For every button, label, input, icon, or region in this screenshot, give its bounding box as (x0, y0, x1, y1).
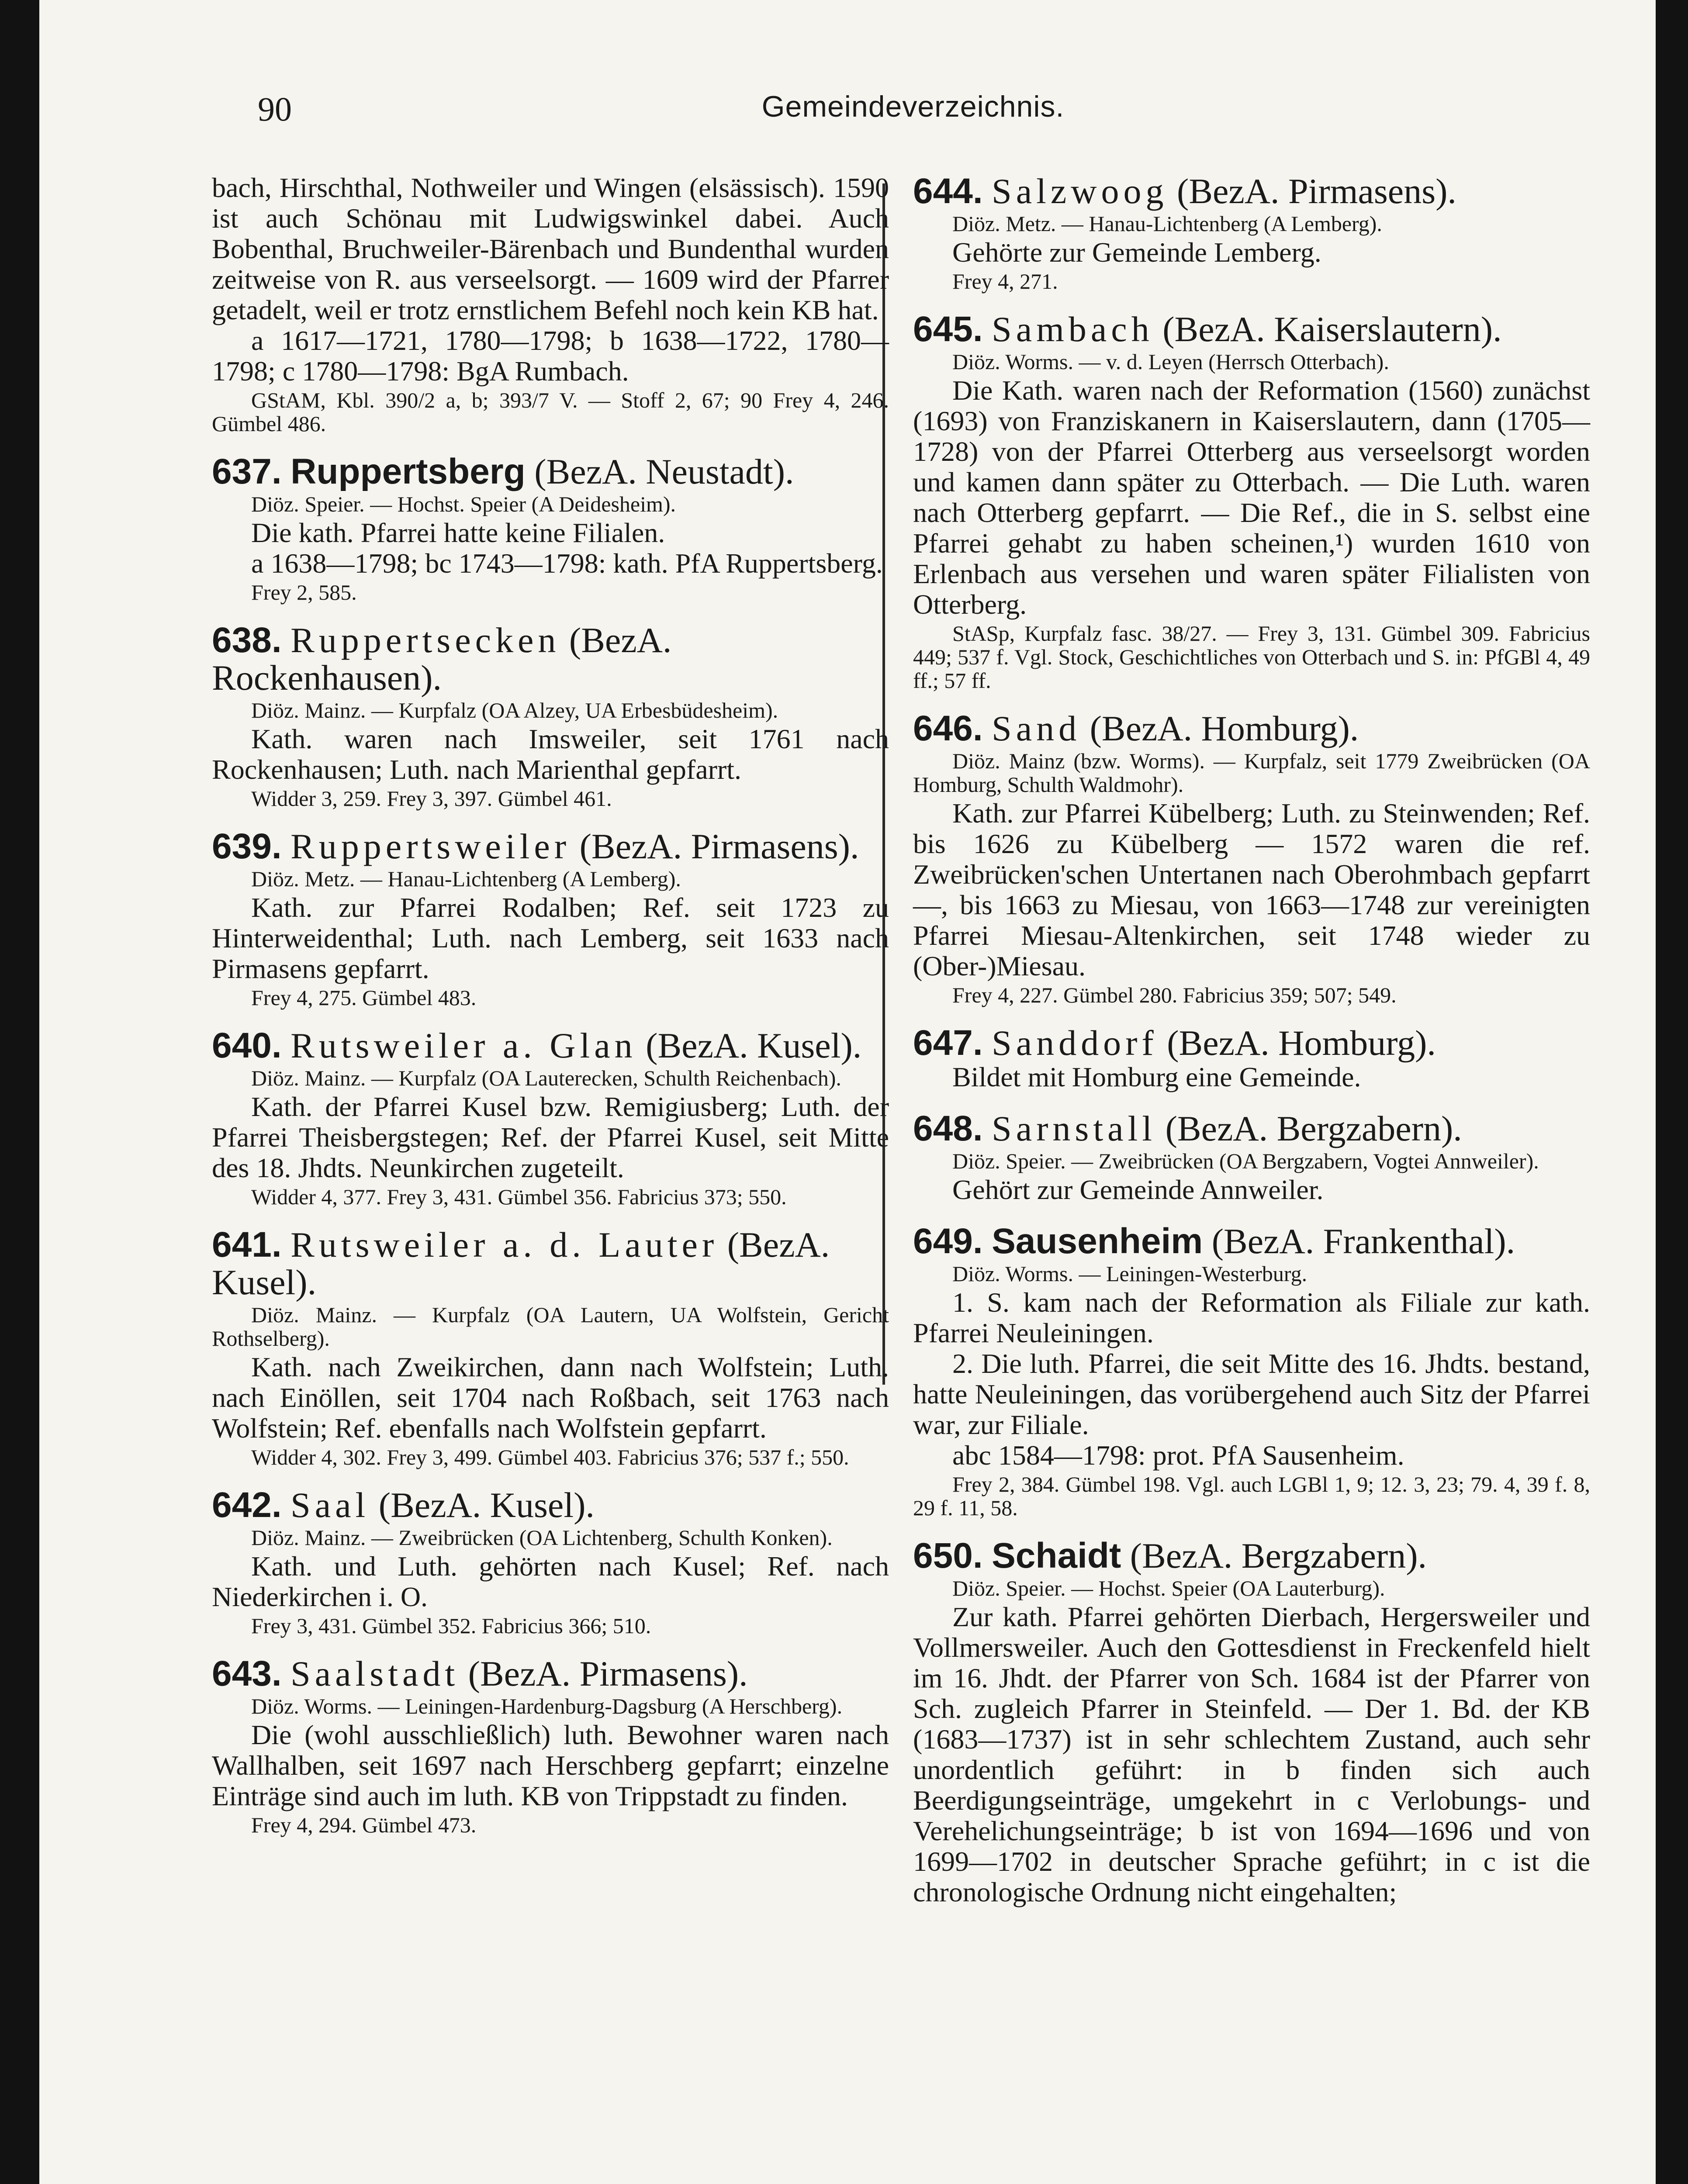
entry-admin: Diöz. Mainz. — Kurpfalz (OA Lauterecken, Schulth Reichenbach). (251, 1066, 841, 1090)
entry-admin: Diöz. Metz. — Hanau-Lichtenberg (A Lemberg). (952, 211, 1382, 236)
entry-sources: Widder 4, 377. Frey 3, 431. Gümbel 356. Fabricius 373; 550. (251, 1185, 787, 1209)
entry-642 (212, 1486, 889, 1638)
entry-text: Kath. waren nach Imsweiler, seit 1761 nach Rockenhausen; Luth. nach Marienthal gepfarrt. (212, 723, 889, 785)
entry-number: 644. (913, 171, 983, 211)
entry-name: Sarnstall (992, 1109, 1157, 1148)
entry-heading (212, 453, 889, 491)
entry-text: Kath. und Luth. gehörten nach Kusel; Ref. nach Niederkirchen i. O. (212, 1551, 889, 1612)
entry-name: Sand (992, 708, 1081, 748)
entry-sources: Frey 4, 227. Gümbel 280. Fabricius 359; 507; 549. (952, 983, 1397, 1007)
entry-district: (BezA. Kusel). (212, 1225, 830, 1302)
entry-number: 643. (212, 1654, 282, 1693)
entry-number: 640. (212, 1026, 282, 1065)
entry-name: Ruppertsecken (291, 620, 560, 660)
entry-text: Bildet mit Homburg eine Gemeinde. (952, 1061, 1361, 1092)
entry-text: Die kath. Pfarrei hatte keine Filialen. (251, 517, 665, 548)
entry-sources: Frey 2, 384. Gümbel 198. Vgl. auch LGBl 1, 9; 12. 3, 23; 79. 4, 39 f. 8, 29 f. 11, 58. (913, 1472, 1590, 1520)
entry-text: 1. S. kam nach der Reformation als Filiale zur kath. Pfarrei Neuleiningen. (913, 1287, 1590, 1348)
entry-name: Sanddorf (992, 1023, 1158, 1063)
entry-admin: Diöz. Speier. — Hochst. Speier (OA Lauterburg). (952, 1576, 1385, 1600)
entry-text: Kath. der Pfarrei Kusel bzw. Remigiusberg; Luth. der Pfarrei Theisbergstegen; Ref. der Pfarrei Kusel, seit Mitte des 18. Jhdts. Neunkirchen zugeteilt. (212, 1091, 889, 1183)
entry-heading (913, 1024, 1590, 1062)
entry-645 (913, 311, 1590, 692)
entry-heading (212, 1226, 889, 1301)
right-column (913, 173, 1590, 1908)
entry-admin: Diöz. Speier. — Zweibrücken (OA Bergzabern, Vogtei Annweiler). (952, 1149, 1539, 1173)
entry-records: a 1617—1721, 1780—1798; b 1638—1722, 1780—1798; c 1780—1798: BgA Rumbach. (212, 325, 889, 387)
entry-name: Rutsweiler a. d. Lauter (291, 1225, 719, 1265)
entry-heading (212, 1655, 889, 1693)
entry-name: Ruppertsweiler (291, 826, 571, 866)
entry-650 (913, 1537, 1590, 1908)
entry-638 (212, 622, 889, 810)
entry-admin: Diöz. Mainz (bzw. Worms). — Kurpfalz, seit 1779 Zweibrücken (OA Homburg, Schulth Waldmohr). (913, 749, 1590, 797)
entry-text: Kath. nach Zweikirchen, dann nach Wolfstein; Luth. nach Einöllen, seit 1704 nach Roßbach, seit 1763 nach Wolfstein; Ref. ebenfalls nach Wolfstein gepfarrt. (212, 1351, 889, 1444)
entry-admin: Diöz. Speier. — Hochst. Speier (A Deidesheim). (251, 492, 676, 516)
entry-district: (BezA. Neustadt). (534, 452, 794, 491)
entry-district: (BezA. Pirmasens). (468, 1654, 748, 1693)
entry-sources: Frey 4, 294. Gümbel 473. (251, 1813, 477, 1837)
entry-number: 645. (913, 309, 983, 349)
entry-sources: Frey 4, 271. (952, 269, 1058, 294)
entry-649 (913, 1223, 1590, 1520)
entry-number: 650. (913, 1536, 983, 1576)
entry-644 (913, 173, 1590, 293)
entry-sources: Frey 2, 585. (251, 580, 357, 605)
entry-sources: GStAM, Kbl. 390/2 a, b; 393/7 V. — Stoff 2, 67; 90 Frey 4, 246. Gümbel 486. (212, 388, 889, 436)
entry-641 (212, 1226, 889, 1469)
entry-sources: StASp, Kurpfalz fasc. 38/27. — Frey 3, 131. Gümbel 309. Fabricius 449; 537 f. Vgl. Stock, Geschichtliches von Otterbach und S. in: PfGBl 4, 49 ff.; 57 ff. (913, 621, 1590, 693)
entry-text: Gehörte zur Gemeinde Lemberg. (952, 237, 1321, 268)
entry-name: Saal (291, 1485, 370, 1525)
entry-district: (BezA. Kusel). (646, 1026, 862, 1065)
document-page (39, 0, 1656, 2184)
entry-number: 638. (212, 620, 282, 660)
entry-sources: Frey 3, 431. Gümbel 352. Fabricius 366; 510. (251, 1614, 651, 1638)
entry-640 (212, 1027, 889, 1209)
entry-name: Sausenheim (992, 1221, 1203, 1261)
entry-646 (913, 710, 1590, 1007)
entry-district: (BezA. Pirmasens). (579, 826, 859, 866)
entry-text: Zur kath. Pfarrei gehörten Dierbach, Hergersweiler und Vollmersweiler. Auch den Gottesdienst in Freckenfeld hielt im 16. Jhdt. der Pfarrer von Sch. 1684 ist der Pfarrer von Sch. zugleich Pfarrer in Steinfeld. — Der 1. Bd. der KB (1683—1737) ist in sehr schlechtem Zustand, auch sehr unordentlich geführt: in b finden sich auch Beerdigungseinträge, umgekehrt in c Verlobungs- und Verehelichungseinträge; b ist von 1694—1696 und von 1699—1702 in deutscher Sprache geführt; in c ist die chronologische Ordnung nicht eingehalten; (913, 1601, 1590, 1908)
entry-name: Rutsweiler a. Glan (291, 1026, 637, 1065)
entry-sources: Widder 4, 302. Frey 3, 499. Gümbel 403. Fabricius 376; 537 f.; 550. (251, 1445, 849, 1469)
entry-district: (BezA. Rockenhausen). (212, 620, 672, 698)
entry-heading (212, 1027, 889, 1064)
entry-639 (212, 828, 889, 1009)
entry-sources: Frey 4, 275. Gümbel 483. (251, 985, 477, 1010)
running-title: Gemeindeverzeichnis. (761, 90, 1065, 123)
page-number: 90 (258, 90, 292, 128)
entry-number: 649. (913, 1221, 983, 1261)
entry-text: Die Kath. waren nach der Reformation (1560) zunächst (1693) von Franziskanern in Kaiserslautern, dann (1705—1728) von der Pfarrei Otterberg aus verseelsorgt worden und kamen dann später zu Otterbach. — Die Luth. waren nach Otterberg gepfarrt. — Die Ref., die in S. selbst eine Pfarrei gehabt zu haben scheinen,¹) wurden 1610 von Erlenbach aus versehen und waren später Filialisten von Otterberg. (913, 375, 1590, 620)
entry-admin: Diöz. Worms. — v. d. Leyen (Herrsch Otterbach). (952, 349, 1389, 374)
entry-district: (BezA. Pirmasens). (1177, 171, 1456, 211)
entry-643 (212, 1655, 889, 1837)
entry-heading (913, 710, 1590, 747)
left-column (212, 173, 889, 1838)
entry-name: Sambach (992, 309, 1154, 349)
entry-name: Salzwoog (992, 171, 1168, 211)
entry-heading (212, 622, 889, 697)
entry-number: 642. (212, 1485, 282, 1525)
entry-text: 2. Die luth. Pfarrei, die seit Mitte des 16. Jhdts. bestand, hatte Neuleiningen, das vorübergehend auch Sitz der Pfarrei war, zur Filiale. (913, 1348, 1590, 1440)
entry-637 (212, 453, 889, 604)
entry-admin: Diöz. Metz. — Hanau-Lichtenberg (A Lemberg). (251, 867, 681, 891)
entry-647 (913, 1024, 1590, 1092)
entry-heading (212, 828, 889, 865)
entry-text: Kath. zur Pfarrei Rodalben; Ref. seit 1723 zu Hinterweidenthal; Luth. nach Lemberg, seit 1633 nach Pirmasens gepfarrt. (212, 892, 889, 984)
entry-admin: Diöz. Worms. — Leiningen-Westerburg. (952, 1261, 1308, 1286)
entry-district: (BezA. Homburg). (1090, 708, 1359, 748)
entry-number: 641. (212, 1225, 282, 1265)
entry-text: abc 1584—1798: prot. PfA Sausenheim. (952, 1440, 1404, 1471)
entry-district: (BezA. Kaiserslautern). (1162, 309, 1502, 349)
entry-text: Die (wohl ausschließlich) luth. Bewohner waren nach Wallhalben, seit 1697 nach Herschberg gepfarrt; einzelne Einträge sind auch im luth. KB von Trippstadt zu finden. (212, 1719, 889, 1811)
entry-heading (212, 1486, 889, 1524)
entry-648 (913, 1110, 1590, 1205)
entry-name: Schaidt (992, 1536, 1121, 1576)
entry-district: (BezA. Homburg). (1167, 1023, 1436, 1063)
entry-number: 647. (913, 1023, 983, 1063)
entry-text: a 1638—1798; bc 1743—1798: kath. PfA Ruppertsberg. (251, 548, 883, 579)
entry-admin: Diöz. Mainz. — Kurpfalz (OA Lautern, UA Wolfstein, Gericht Rothselberg). (212, 1303, 889, 1351)
entry-text: Kath. zur Pfarrei Kübelberg; Luth. zu Steinwenden; Ref. bis 1626 zu Kübelberg — 1572 waren die ref. Zweibrücken'schen Untertanen nach Oberohmbach gepfarrt —, bis 1663 zu Miesau, von 1663—1748 zur vereinigten Pfarrei Miesau-Altenkirchen, seit 1748 wieder zu (Ober-)Miesau. (913, 798, 1590, 981)
entry-text: Gehört zur Gemeinde Annweiler. (952, 1174, 1324, 1205)
entry-number: 637. (212, 452, 282, 491)
entry-number: 646. (913, 708, 983, 748)
entry-district: (BezA. Kusel). (378, 1485, 595, 1525)
entry-heading (913, 1110, 1590, 1147)
entry-district: (BezA. Frankenthal). (1211, 1221, 1515, 1261)
entry-heading (913, 311, 1590, 348)
running-head (214, 90, 1612, 138)
entry-admin: Diöz. Mainz. — Zweibrücken (OA Lichtenberg, Schulth Konken). (251, 1525, 833, 1550)
entry-heading (913, 1537, 1590, 1575)
entry-district: (BezA. Bergzabern). (1165, 1109, 1462, 1148)
entry-heading (913, 1223, 1590, 1260)
entry-district: (BezA. Bergzabern). (1130, 1536, 1427, 1576)
entry-name: Ruppertsberg (291, 452, 526, 491)
entry-text: bach, Hirschthal, Nothweiler und Wingen (elsässisch). 1590 ist auch Schönau mit Ludwigswinkel dabei. Auch Bobenthal, Bruchweiler-Bärenbach und Bundenthal wurden zeitweise von R. aus verseelsorgt. — 1609 wird der Pfarrer getadelt, weil er trotz ernstlichem Befehl noch kein KB hat. (212, 172, 889, 325)
entry-name: Saalstadt (291, 1654, 460, 1693)
entry-number: 648. (913, 1109, 983, 1148)
entry-sources: Widder 3, 259. Frey 3, 397. Gümbel 461. (251, 786, 612, 811)
entry-admin: Diöz. Mainz. — Kurpfalz (OA Alzey, UA Erbesbüdesheim). (251, 698, 778, 722)
continuation-entry (212, 173, 889, 435)
entry-heading (913, 173, 1590, 210)
entry-number: 639. (212, 826, 282, 866)
entry-admin: Diöz. Worms. — Leiningen-Hardenburg-Dagsburg (A Herschberg). (251, 1694, 843, 1718)
